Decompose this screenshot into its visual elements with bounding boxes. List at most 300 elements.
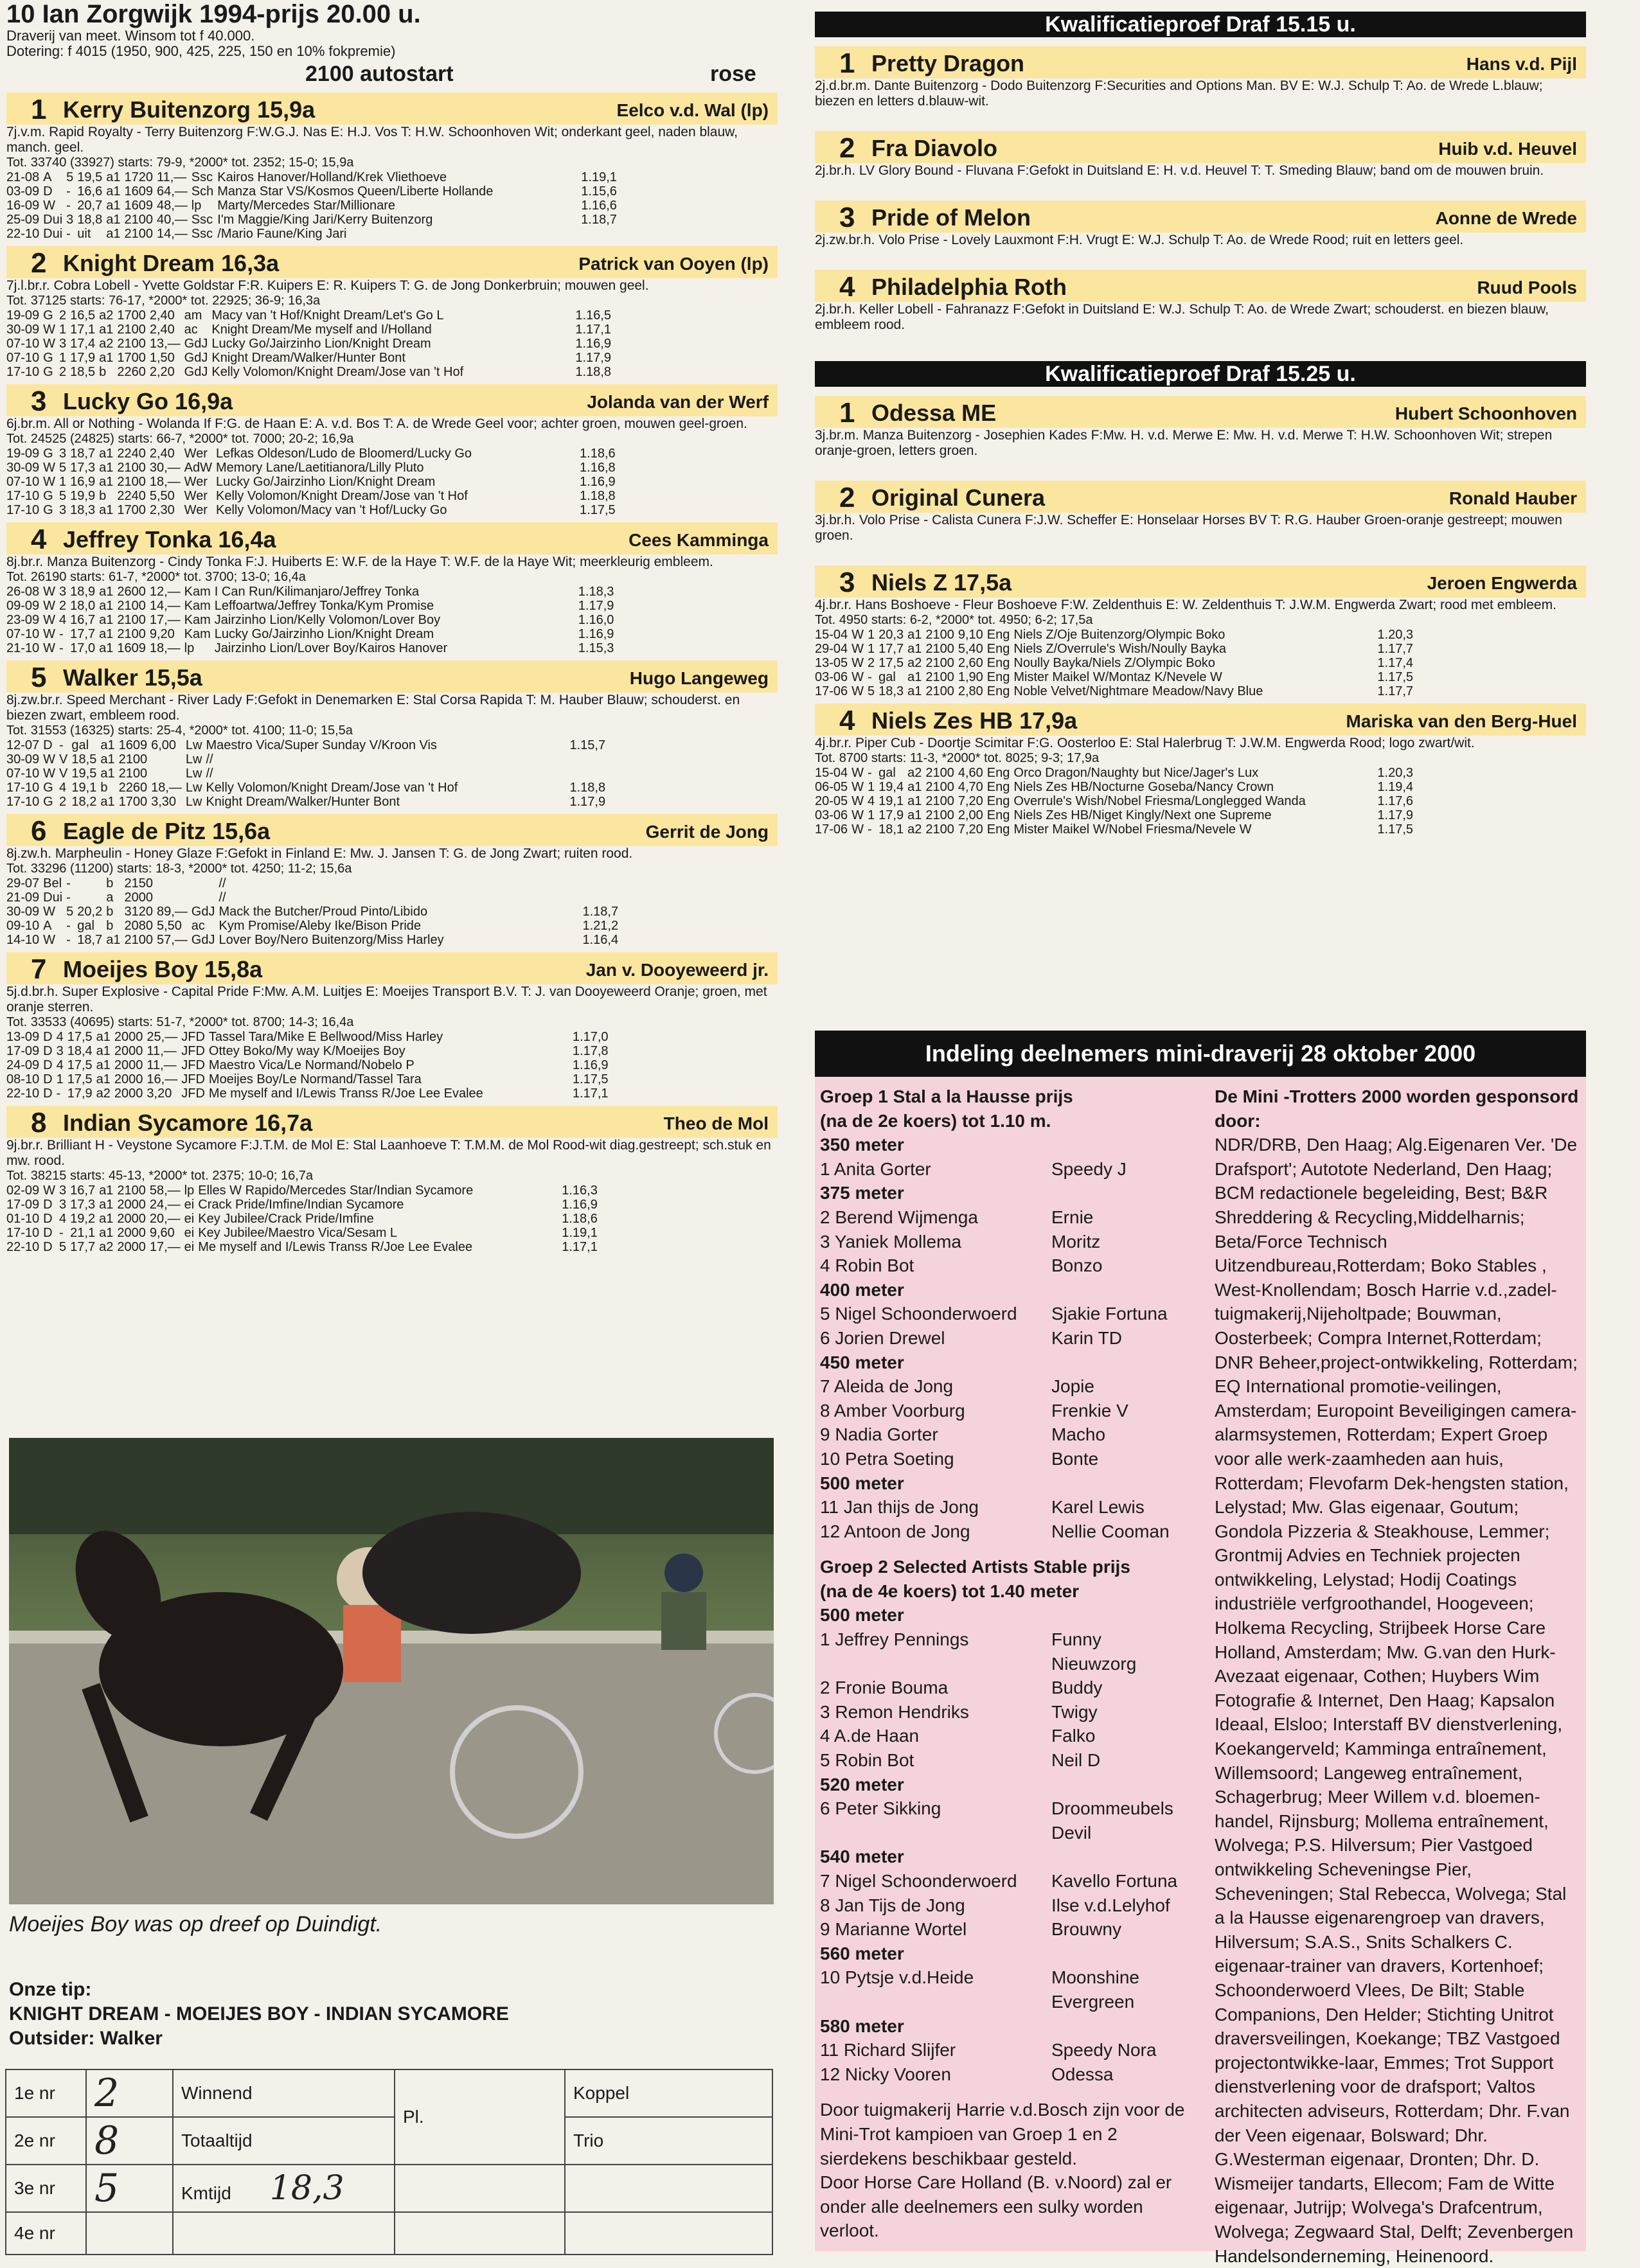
past-run-cell: 13-09 — [6, 1030, 40, 1044]
past-run-cell: b — [106, 876, 114, 890]
horse-name: Knight Dream 16,3a — [63, 250, 280, 276]
participant-row — [820, 1652, 1206, 1676]
horse-stats: Tot. 37125 starts: 76-17, *2000* tot. 22925; 36-9; 16,3a — [6, 294, 321, 308]
past-run-cell: 2100 — [925, 684, 954, 698]
past-run-cell: 2,60 — [958, 656, 983, 670]
past-run-cell: Wer — [184, 475, 208, 489]
past-run-cell: 19,5 — [77, 170, 103, 184]
participant-name: 8 Jan Tijs de Jong — [820, 1895, 965, 1915]
pony-name: Droommeubels — [1051, 1798, 1173, 1819]
past-run-row — [815, 684, 1417, 698]
past-run-cell: Mister Maikel W/Montaz K/Nevele W — [1013, 670, 1222, 684]
past-run-cell: 5,40 — [958, 642, 983, 656]
past-run-cell: 14,— — [149, 599, 181, 613]
horse-entry — [6, 246, 778, 379]
group1-subtitle: (na de 2e koers) tot 1.10 m. — [820, 1110, 1051, 1131]
past-run-cell: 03-06 — [815, 808, 848, 822]
past-run-cell: Kam — [184, 585, 211, 599]
past-run-cell: 2,80 — [958, 684, 983, 698]
past-run-cell: 1720 — [124, 170, 153, 184]
past-run-cell: b — [99, 365, 107, 379]
past-run-cell: V — [59, 766, 68, 781]
past-run-cell: D — [43, 1240, 53, 1254]
past-run-cell: D — [43, 1058, 53, 1072]
past-run-cell: 09-09 — [6, 599, 40, 613]
horse-name: Indian Sycamore 16,7a — [63, 1110, 313, 1136]
participant-name: 5 Robin Bot — [820, 1750, 914, 1771]
past-run-cell: D — [43, 1044, 53, 1058]
horse-name: Niels Zes HB 17,9a — [871, 707, 1078, 734]
horse-name: Kerry Buitenzorg 15,9a — [63, 96, 316, 123]
past-run-cell: 1.19,1 — [562, 1226, 598, 1240]
past-run-cell: uit — [77, 227, 91, 241]
past-run-cell: Marty/Mercedes Star/Millionare — [217, 199, 396, 213]
horse-description: 7j.v.m. Rapid Royalty - Terry Buitenzorg F:W.G.J. Nas E: H.J. Vos T: H.W. Schoonhoven Wit; onderkant geel, naden blauw, manch. geel. — [6, 125, 738, 155]
past-run-cell: 1.18,3 — [578, 585, 614, 599]
past-run-cell: JFD — [181, 1058, 205, 1072]
past-run-cell: 2000 — [114, 1044, 143, 1058]
past-run-cell — [157, 890, 192, 905]
bet-row-label-3: 3e nr — [6, 2165, 86, 2212]
past-run-row — [6, 752, 609, 766]
past-run-cell: Orco Dragon/Naughty but Nice/Jager's Lux — [1013, 766, 1259, 780]
past-run-cell: Eng — [986, 628, 1010, 642]
past-runs-table — [6, 308, 615, 379]
past-run-cell: 1 — [56, 1072, 64, 1086]
distance-heading: 560 meter — [820, 1943, 904, 1963]
past-run-cell: Noble Velvet/Nightmare Meadow/Navy Blue — [1013, 684, 1263, 698]
past-run-cell: - — [66, 933, 71, 947]
past-run-cell: Eng — [986, 766, 1010, 780]
bet-empty-cell-2 — [565, 2165, 772, 2212]
past-run-cell: D — [43, 1072, 53, 1086]
participant-row — [820, 1422, 1206, 1447]
past-run-cell: 2000 — [117, 1226, 146, 1240]
past-run-cell: 19,5 — [71, 766, 97, 781]
horse-header — [6, 1106, 778, 1138]
past-run-cell: 2000 — [117, 1198, 146, 1212]
bet-empty-cell-5 — [565, 2212, 772, 2255]
past-run-cell: 2240 — [117, 489, 146, 503]
horse-stats: Tot. 4950 starts: 6-2, *2000* tot. 4950; 6-2; 17,5a — [815, 613, 1093, 627]
past-run-cell: 30-09 — [6, 752, 40, 766]
race-conditions: Draverij van meet. Winsom tot f 40.000. — [6, 28, 255, 44]
past-run-cell: W — [43, 905, 56, 919]
past-run-cell: 24,— — [149, 1198, 181, 1212]
pony-name: Speedy J — [1051, 1158, 1127, 1179]
past-run-cell: a1 — [106, 933, 121, 947]
horse-description: 8j.br.r. Manza Buitenzorg - Cindy Tonka F:J. Huiberts E: W.F. de la Haye T: W.F. de la Haye Wit; meerkleurig embleem. — [6, 554, 713, 569]
past-run-cell: 13-05 — [815, 656, 848, 670]
past-run-cell: 17,3 — [70, 1198, 96, 1212]
past-run-cell: 2,40 — [149, 323, 175, 337]
past-run-cell — [192, 876, 219, 890]
past-run-cell: 58,— — [149, 1183, 181, 1198]
group2-subtitle: (na de 4e koers) tot 1.40 meter — [820, 1581, 1080, 1601]
past-run-cell: Kam — [184, 599, 211, 613]
past-run-cell: JFD — [181, 1086, 205, 1101]
pony-name: Brouwny — [1051, 1919, 1121, 1940]
past-run-cell: W — [851, 766, 864, 780]
horse-name: Pretty Dragon — [871, 50, 1025, 76]
past-run-cell: Eng — [986, 794, 1010, 808]
past-run-cell: 4 — [59, 1212, 67, 1226]
past-run-cell: 2000 — [114, 1030, 143, 1044]
horse-entry — [815, 200, 1586, 265]
bet-empty-cell-3 — [173, 2212, 395, 2255]
past-run-cell: a1 — [907, 684, 922, 698]
past-run-cell: 1.17,5 — [1377, 822, 1413, 837]
past-run-cell: Bel — [43, 876, 62, 890]
past-run-cell: 2100 — [117, 627, 146, 641]
past-run-cell: 07-10 — [6, 627, 40, 641]
past-run-cell: 1.17,6 — [1377, 794, 1413, 808]
past-run-cell: 1,90 — [958, 670, 983, 684]
past-run-cell: - — [59, 627, 64, 641]
past-run-cell: a1 — [106, 184, 121, 199]
past-run-cell: - — [868, 822, 872, 837]
past-run-cell: 2100 — [117, 461, 146, 475]
past-run-cell: I'm Maggie/King Jari/Kerry Buitenzorg — [217, 213, 433, 227]
past-run-cell: 17-09 — [6, 1044, 40, 1058]
group1-title: Groep 1 Stal a la Hausse prijs — [820, 1086, 1073, 1106]
distance-heading: 375 meter — [820, 1183, 904, 1203]
past-run-cell: 17,— — [149, 613, 181, 627]
bet-koppel-label: Koppel — [565, 2069, 772, 2117]
past-run-cell: W — [43, 337, 56, 351]
past-run-cell: GdJ — [191, 933, 215, 947]
tip-picks: KNIGHT DREAM - MOEIJES BOY - INDIAN SYCAMORE — [9, 2003, 509, 2024]
past-run-cell: 19,9 — [70, 489, 96, 503]
past-run-cell: 02-09 — [6, 1183, 40, 1198]
past-run-cell: 18,1 — [878, 822, 904, 837]
past-run-cell: 2100 — [124, 213, 153, 227]
past-run-row — [6, 613, 618, 627]
past-runs-table — [815, 628, 1417, 698]
past-run-cell: b — [100, 781, 108, 795]
race-distance: 2100 autostart — [305, 62, 454, 86]
past-run-row — [6, 1030, 612, 1044]
pony-name: Funny — [1051, 1629, 1101, 1650]
past-run-cell: a2 — [99, 1240, 114, 1254]
past-run-cell: a1 — [99, 503, 114, 517]
past-run-cell: 1 — [868, 780, 875, 794]
horse-number: 2 — [839, 132, 855, 164]
past-run-cell: Lucky Go/Jairzinho Lion/Knight Dream — [211, 337, 431, 351]
past-run-cell: 4 — [59, 613, 67, 627]
past-run-cell: W — [43, 933, 56, 947]
past-run-cell: 30-09 — [6, 905, 40, 919]
past-run-cell: Lw — [185, 795, 202, 809]
horse-number: 4 — [31, 524, 47, 555]
past-run-cell: 2100 — [925, 656, 954, 670]
past-run-cell: 17,5 — [67, 1072, 93, 1086]
past-run-cell: 11,— — [156, 170, 187, 184]
past-run-cell: 16,7 — [70, 1183, 96, 1198]
past-run-cell: G — [43, 351, 53, 365]
horse-driver: Jan v. Dooyeweerd jr. — [585, 960, 769, 980]
horse-entry — [6, 1106, 778, 1254]
horse-header — [6, 384, 778, 416]
past-run-cell: 01-10 — [6, 1212, 40, 1226]
past-run-cell: 2260 — [117, 365, 146, 379]
horse-driver: Eelco v.d. Wal (lp) — [616, 100, 769, 120]
past-run-cell: 19-09 — [6, 447, 40, 461]
q2-list — [815, 396, 1586, 837]
past-run-cell: a1 — [907, 808, 922, 822]
past-run-cell: a2 — [99, 308, 114, 323]
pony-name: Ernie — [1051, 1207, 1094, 1227]
pony-name: Devil — [1051, 1822, 1092, 1843]
past-run-cell: a1 — [96, 1072, 111, 1086]
past-run-cell: 17,7 — [70, 627, 96, 641]
past-run-cell: 2000 — [124, 890, 153, 905]
horse-driver: Hubert Schoonhoven — [1395, 403, 1577, 423]
past-run-cell: 11,— — [147, 1044, 177, 1058]
past-run-cell: 14,— — [156, 227, 188, 241]
past-run-row — [6, 1072, 612, 1086]
past-run-cell: Dui — [43, 890, 63, 905]
past-run-cell: 3 — [59, 1183, 67, 1198]
past-run-cell: Lover Boy/Nero Buitenzorg/Miss Harley — [218, 933, 444, 947]
pony-name: Falko — [1051, 1726, 1096, 1746]
distance-heading: 400 meter — [820, 1279, 904, 1300]
participant-row — [820, 1495, 1206, 1519]
past-run-cell: 2100 — [118, 766, 148, 781]
past-run-cell: 1.18,6 — [562, 1212, 598, 1226]
past-run-cell: 2,30 — [149, 503, 175, 517]
past-run-row — [6, 1183, 602, 1198]
past-run-cell: 2,40 — [149, 447, 175, 461]
past-run-cell: 08-10 — [6, 1072, 40, 1086]
horse-stats: Tot. 38215 starts: 45-13, *2000* tot. 2375; 10-0; 16,7a — [6, 1169, 314, 1183]
past-run-cell: 1609 — [117, 641, 146, 655]
past-run-cell: // — [206, 766, 213, 781]
past-run-cell: Maestro Vica/Le Normand/Nobelo P — [208, 1058, 414, 1072]
past-run-cell: 20,3 — [878, 628, 904, 642]
past-run-cell: 17,4 — [70, 337, 96, 351]
past-run-cell: GdJ — [184, 337, 208, 351]
past-run-cell: Moeijes Boy/Le Normand/Tassel Tara — [208, 1072, 422, 1086]
bet-second-number[interactable]: 8 — [86, 2117, 173, 2165]
horse-number: 3 — [31, 385, 47, 417]
bet-first-number[interactable]: 2 — [86, 2069, 173, 2117]
past-run-cell: a1 — [106, 213, 121, 227]
past-runs-table — [6, 447, 619, 517]
past-run-cell: Kym Promise/Aleby Ike/Bison Pride — [218, 919, 422, 933]
participant-row — [820, 1821, 1206, 1845]
past-run-cell: 15-04 — [815, 628, 848, 642]
past-run-cell: 2080 — [124, 919, 153, 933]
past-run-cell: 26-08 — [6, 585, 40, 599]
past-run-cell: a1 — [96, 1044, 111, 1058]
horse-name: Pride of Melon — [871, 204, 1031, 231]
bet-fourth-number[interactable] — [86, 2212, 173, 2255]
past-run-cell: 6,00 — [151, 738, 177, 752]
past-run-cell: 5 — [66, 170, 74, 184]
past-run-row — [815, 808, 1417, 822]
distance-heading: 500 meter — [820, 1473, 904, 1493]
past-run-cell: 2100 — [925, 670, 954, 684]
past-run-cell: D — [43, 1226, 53, 1240]
horse-driver: Cees Kamminga — [628, 530, 769, 550]
participant-row — [820, 1254, 1206, 1278]
past-run-cell: D — [43, 738, 53, 752]
bet-kmtijd-value: 18,3 — [269, 2169, 344, 2208]
bet-row-label-1: 1e nr — [6, 2069, 86, 2117]
past-run-cell: Eng — [986, 642, 1010, 656]
horse-entry — [815, 270, 1586, 350]
past-run-cell: W — [851, 780, 864, 794]
past-run-cell: Kairos Hanover/Holland/Krek Vliethoeve — [217, 170, 447, 184]
past-run-cell: 4,70 — [958, 780, 983, 794]
past-run-cell: 21-08 — [6, 170, 40, 184]
past-run-cell: Knight Dream/Walker/Hunter Bont — [211, 351, 406, 365]
past-run-cell: - — [59, 738, 64, 752]
past-run-cell: 1609 — [124, 199, 153, 213]
horse-name: Moeijes Boy 15,8a — [63, 956, 263, 982]
participant-name: 5 Nigel Schoonderwoerd — [820, 1304, 1017, 1324]
past-run-cell: 2 — [868, 656, 875, 670]
past-run-row — [6, 766, 609, 781]
past-run-cell: - — [59, 1226, 64, 1240]
horse-stats: Tot. 33533 (40695) starts: 51-7, *2000* tot. 8700; 14-3; 16,4a — [6, 1015, 354, 1029]
past-run-cell: a1 — [99, 323, 114, 337]
past-run-cell: 1.17,9 — [575, 351, 611, 365]
horse-stats: Tot. 8700 starts: 11-3, *2000* tot. 8025; 9-3; 17,9a — [815, 751, 1100, 765]
past-run-cell: 17,3 — [70, 461, 96, 475]
past-run-cell: Lefkas Oldeson/Ludo de Bloomerd/Lucky Go — [216, 447, 472, 461]
past-run-cell: a1 — [99, 475, 114, 489]
past-run-cell: a1 — [907, 780, 922, 794]
horse-number: 6 — [31, 815, 47, 847]
pony-name: Nellie Cooman — [1051, 1521, 1170, 1541]
past-run-cell: // — [206, 752, 213, 766]
past-run-cell: 3 — [59, 337, 67, 351]
horse-entry — [815, 481, 1586, 560]
past-run-cell: G — [43, 365, 53, 379]
past-run-cell: a1 — [99, 585, 114, 599]
past-run-cell: 22-10 — [6, 227, 40, 241]
past-run-cell: 15-04 — [815, 766, 848, 780]
past-run-cell: 2240 — [117, 447, 146, 461]
participant-row — [820, 1205, 1206, 1230]
past-run-cell — [569, 752, 609, 766]
horse-stats: Tot. 33740 (33927) starts: 79-9, *2000* tot. 2352; 15-0; 15,9a — [6, 155, 354, 170]
participant-name: 7 Aleida de Jong — [820, 1376, 954, 1397]
pony-name: Neil D — [1051, 1750, 1101, 1771]
past-run-row — [6, 337, 615, 351]
past-run-cell: 9,20 — [149, 627, 175, 641]
past-run-cell: Tassel Tara/Mike E Bellwood/Miss Harley — [208, 1030, 443, 1044]
past-run-cell: - — [56, 1086, 61, 1101]
past-run-cell: ei — [184, 1240, 195, 1254]
bet-third-number[interactable]: 5 — [86, 2165, 173, 2212]
past-run-cell: a1 — [106, 170, 121, 184]
past-run-cell: // — [218, 876, 226, 890]
past-run-cell: V — [59, 752, 68, 766]
past-run-cell: Lucky Go/Jairzinho Lion/Knight Dream — [214, 627, 434, 641]
past-run-row — [6, 933, 622, 947]
horse-header — [815, 565, 1586, 598]
past-run-cell — [151, 766, 186, 781]
past-run-cell: Niels Zes HB/Niget Kingly/Next one Supreme — [1013, 808, 1272, 822]
past-run-row — [6, 461, 619, 475]
past-run-cell: a1 — [99, 599, 114, 613]
past-run-cell — [77, 876, 106, 890]
past-run-cell: am — [184, 308, 202, 323]
past-run-cell: 29-04 — [815, 642, 848, 656]
horse-header — [815, 46, 1586, 78]
past-run-cell: Eng — [986, 822, 1010, 837]
horse-stats: Tot. 26190 starts: 61-7, *2000* tot. 3700; 13-0; 16,4a — [6, 570, 306, 584]
past-run-row — [6, 489, 619, 503]
past-run-cell: 2100 — [117, 599, 146, 613]
past-run-row — [6, 795, 609, 809]
past-run-cell: 11,— — [147, 1058, 177, 1072]
past-run-cell: 1.16,3 — [562, 1183, 598, 1198]
past-run-cell: 2,40 — [149, 308, 175, 323]
past-run-cell: 5,50 — [156, 919, 182, 933]
horse-stats: Tot. 24525 (24825) starts: 66-7, *2000* tot. 7000; 20-2; 16,9a — [6, 432, 354, 446]
bet-kmtijd-cell[interactable]: Kmtijd 18,3 — [173, 2165, 395, 2212]
past-run-cell: Jairzinho Lion/Lover Boy/Kairos Hanover — [214, 641, 448, 655]
past-run-cell: 64,— — [156, 184, 188, 199]
past-run-cell: 1.16,4 — [582, 933, 619, 947]
past-run-cell: Niels Z/Overrule's Wish/Noully Bayka — [1013, 642, 1226, 656]
participant-row — [820, 1724, 1206, 1748]
bet-winnend-label: Winnend — [173, 2069, 395, 2117]
pony-name: Karel Lewis — [1051, 1497, 1145, 1518]
past-run-cell: Mister Maikel W/Nobel Friesma/Nevele W — [1013, 822, 1252, 837]
past-run-cell: Lucky Go/Jairzinho Lion/Knight Dream — [216, 475, 436, 489]
past-run-row — [6, 475, 619, 489]
horse-stats: Tot. 33296 (11200) starts: 18-3, *2000* tot. 4250; 11-2; 15,6a — [6, 862, 352, 876]
horse-driver: Huib v.d. Heuvel — [1438, 139, 1577, 159]
past-run-cell: 2 — [59, 599, 67, 613]
past-run-cell: 1.19,1 — [581, 170, 617, 184]
past-run-cell: 12,— — [149, 585, 181, 599]
horse-entry — [6, 660, 778, 809]
bet-row-label-4: 4e nr — [6, 2212, 86, 2255]
past-run-cell: a1 — [100, 766, 115, 781]
past-run-cell: Dui — [43, 227, 63, 241]
past-run-cell: Me myself and I/Lewis Transs R/Joe Lee Evalee — [208, 1086, 483, 1101]
past-run-row — [815, 766, 1417, 780]
past-run-row — [6, 323, 615, 337]
past-run-cell: 16-09 — [6, 199, 40, 213]
horse-description: 8j.zw.h. Marpheulin - Honey Glaze F:Gefokt in Finland E: Mw. J. Jansen T: G. de Jong Zwart; ruiten rood. — [6, 846, 633, 861]
past-run-cell: 16,6 — [77, 184, 103, 199]
past-run-cell: 1.20,3 — [1377, 766, 1413, 780]
past-run-cell: 07-10 — [6, 337, 40, 351]
participant-name: 10 Petra Soeting — [820, 1448, 954, 1469]
bet-empty-cell-4 — [395, 2212, 565, 2255]
horse-header — [6, 660, 778, 693]
past-run-cell: W — [851, 808, 864, 822]
horse-entry — [815, 46, 1586, 126]
past-run-cell: Jairzinho Lion/Kelly Volomon/Lover Boy — [214, 613, 441, 627]
horse-header — [6, 952, 778, 984]
past-run-cell: 4,60 — [958, 766, 983, 780]
sponsors-text: NDR/DRB, Den Haag; Alg.Eigenaren Ver. 'De Drafsport'; Autotote Nederland, Den Haag; BCM redactionele begeleiding, Best; B&R Shreddering & Recycling,Middelharnis; Beta/Force Technisch Uitzendbureau,Rotterdam; Boko Stables , West-Knollendam; Bosch Harrie v.d.,zadel-tuigmakerij,Nijeholtpade; Bouwman, Oosterbeek; Compra Internet,Rotterdam; DNR Beheer,project-ontwikkeling, Rotterdam; EQ International promotie-veilingen, Amsterdam; Europoint Beveiligingen camera-alarmsystemen, Rotterdam; Expert Groep voor alle werk-zaamheden aan huis, Rotterdam; Flevofarm Dek-hengsten station, Lelystad; Mw. Glas eigenaar, Goutum; Gondola Pizzeria & Steakhouse, Lemmer; Grontmij Advies en Techniek projecten ontwikkeling, Lelystad; Hodij Coatings industriële verfgroothandel, Hoogeveen; Holkema Recycling, Strijbeek Horse Care Holland, Amsterdam; Mw. G.van den Hurk-Avezaat eigenaar, Cothen; Huybers Wim Fotografie & Internet, Den Haag; Kapsalon Ideaal, Elsloo; Interstaff BV dienstverlening, Koekangerveld; Kamminga entraînement, Willemsoord; Langeweg entraînement, Schagerbrug; Meer Willem v.d. bloemen-handel, Rijnsburg; Mollema entraînement, Wolvega; P.S. Hilversum; Pier Vastgoed ontwikkeling Scheveningse Pier, Scheveningen; Stal Rebecca, Wolvega; Stal a la Hausse eigenarengroep van dravers, Hilversum; S.A.S., Snits Schalkers C. eigenaar-trainer van dravers, Kortenhoef; Schoonderwoerd Vlees, De Bilt; Stable Companions, Den Helder; Stichting Unitrot draversveilingen, Koekange; TBZ Vastgoed projectontwikke-laar, Emmes; Trot Support dienstverlening voor de drafsport; Valtos architecten adviseurs, Rotterdam; Dhr. F.van der Veen eigenaar, Bolsward; Dhr. G.Westerman eigenaar, Dronten; Dhr. D. Wismeijer tandarts, Ellecom; Fam de Witte eigenaar, Jutrijp; Wolvega's Drafcentrum, Wolvega; Zegwaard Stal, Delft; Zevenbergen Handelsonderneming, Heinenoord. — [1215, 1135, 1578, 2266]
past-run-row — [6, 170, 621, 184]
past-run-cell: A — [43, 170, 52, 184]
past-run-cell: b — [106, 905, 114, 919]
past-run-cell: 07-10 — [6, 475, 40, 489]
past-run-cell: a1 — [907, 794, 922, 808]
horse-header — [815, 704, 1586, 736]
